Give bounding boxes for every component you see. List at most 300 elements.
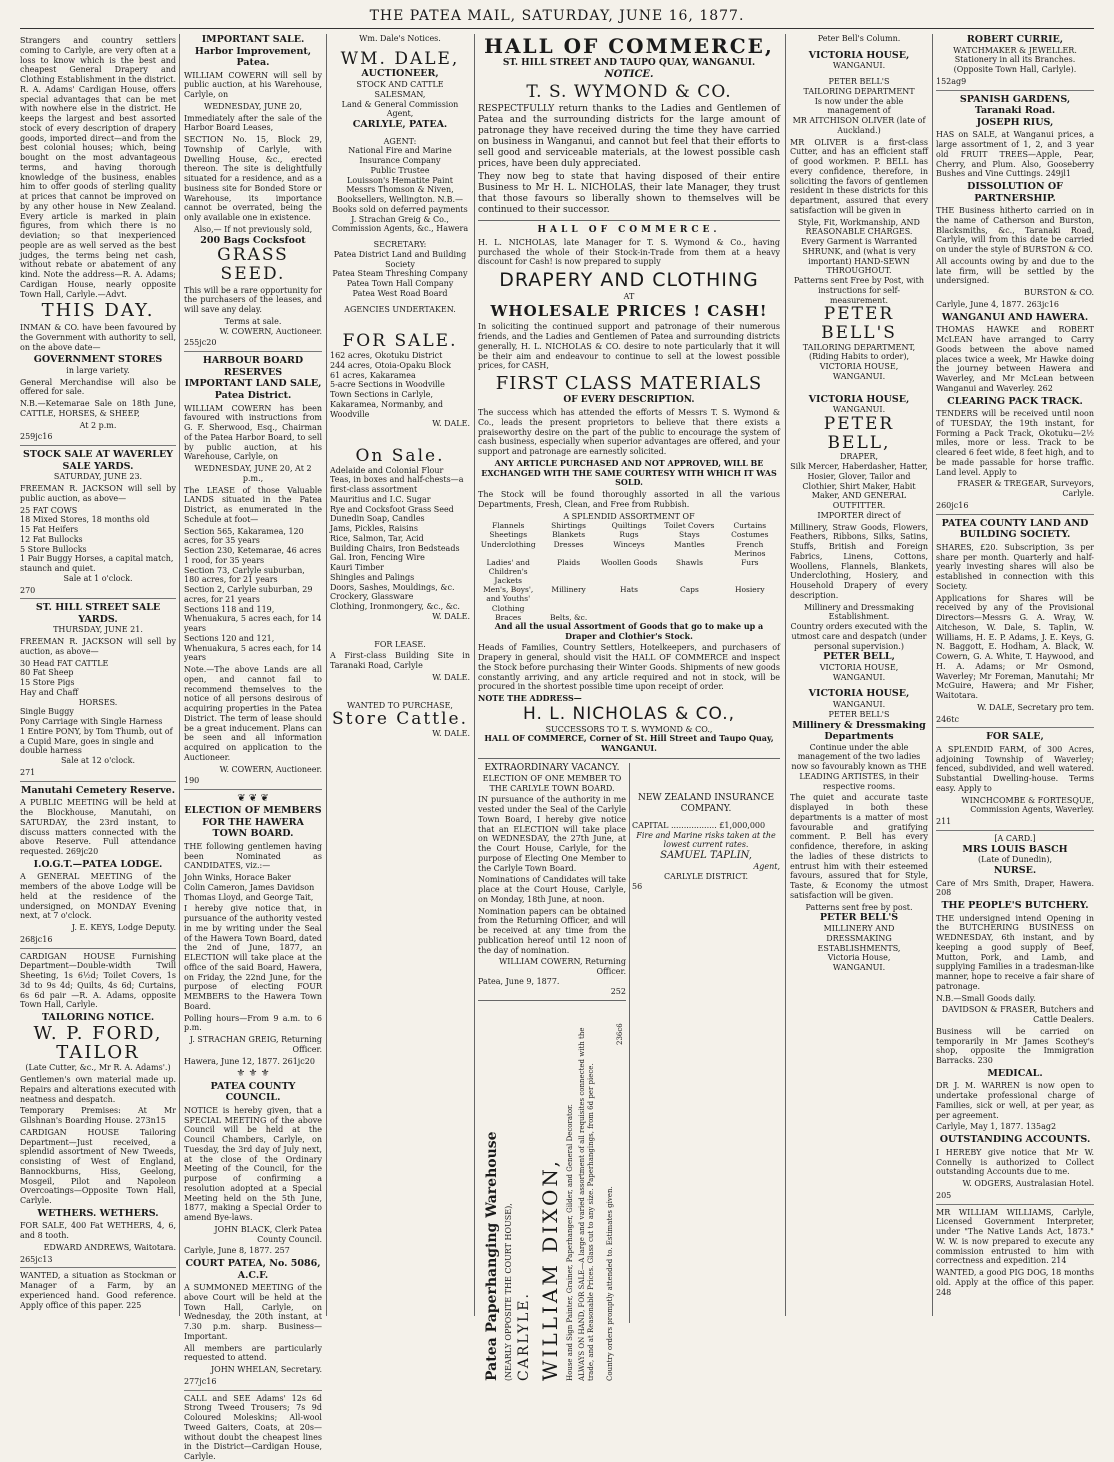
successors: SUCCESSORS TO T. S. WYMOND & CO., (545, 724, 713, 734)
list-line: 1 Entire PONY, by Tom Thumb, out of a Cupid Mare, goes in single and double harness (20, 726, 173, 756)
heading: CARLYLE, PATEA. (352, 119, 448, 131)
list-line: 12 Fat Bullocks (20, 534, 83, 544)
signature-line: W. DALE. (432, 419, 470, 429)
centered-line: in large variety. (66, 365, 130, 375)
goods-item: Woollen Goods (600, 557, 658, 567)
ad-divider (936, 514, 1094, 515)
ad-divider (20, 948, 176, 949)
heading: IMPORTANT LAND SALE, Patea District. (184, 378, 322, 401)
paragraph: I hereby give notice that, in pursuance of the authority vested in me by writing under the Seal of the Hawera Town Board, dated the 2nd of June, 1877, an ELECTION will take place at the office of the said Board, Hawera, on Friday, the 22nd June, for the purpose of electing FOUR MEMBERS to the Hawera Town Board. (184, 904, 322, 1011)
centered-line: Patterns sent Free by Post, with instructions for self-measurement. (794, 276, 924, 305)
list-line: Town Sections in Carlyle, Kakaramea, Normanby, and Woodville (330, 390, 443, 419)
paragraph: I HEREBY give notice that Mr W. Connelly is authorized to Collect outstanding Accounts due to me. (936, 1147, 1094, 1177)
hall-subtitle: ST. HILL STREET AND TAUPO QUAY, WANGANUI. (502, 58, 756, 69)
centered-line: PETER BELL'S (828, 77, 890, 87)
list-line: Shingles and Palings (330, 572, 415, 582)
centered-line: Country orders executed with the utmost care and despatch (under personal supervision.) (790, 622, 928, 651)
goods-item: Flannels (491, 521, 525, 531)
signature-line: JOHN WHELAN, Secretary. (210, 1365, 322, 1375)
paragraph: FREEMAN R. JACKSON will sell by auction, as above— (20, 637, 176, 656)
heading: JOSEPH RIUS, (976, 116, 1054, 128)
centered-line: VICTORIA HOUSE, (819, 362, 899, 372)
insurance-capital: CAPITAL .................. £1,000,000 (632, 820, 766, 830)
list-line: Section 73, Carlyle suburban, 180 acres, for 21 years (184, 565, 305, 585)
heading: ROBERT CURRIE, (966, 34, 1064, 45)
ornament: ⚜ ⚜ ⚜ (236, 1068, 270, 1080)
paragraph: N.B.—Small Goods daily. (936, 993, 1036, 1003)
lower-section (478, 762, 780, 1382)
paragraph: 277jc16 (184, 1376, 217, 1386)
heading: STOCK SALE AT WAVERLEY SALE YARDS. (23, 449, 173, 472)
heading: Harbor Improvement, Patea. (194, 45, 312, 69)
centered-line: Terms at sale. (224, 316, 282, 326)
paragraph: The quiet and accurate taste displayed in both these departments is a matter of most favourable and gratifying comment. P. Bell has every confidence, therefore, in asking the ladies of these districts to entrust him with their esteemed favours, assured that for Style, Taste, & Economy the utmost satisfaction will be given. (790, 793, 928, 900)
date: Patea, June 9, 1877. (478, 976, 560, 986)
goods-item: Dresses (553, 539, 584, 549)
paragraph: Hawera, June 12, 1877. 261jc20 (184, 1056, 315, 1066)
paragraph: Millinery, Straw Goods, Flowers, Feathers, Ribbons, Silks, Satins, Stuffs, British and Foreign Fabrics, Linens, Cottons, Woollens, Flannels, Blankets, Underclothing, Hosiery, and Household Drapery of every description. (790, 522, 928, 600)
list-line: Gal. Iron, Fencing Wire (330, 553, 425, 563)
paragraph: WILLIAM COWERN has been favoured with instructions from G. F. Sherwood, Esq., Chairman of the Patea Harbor Board, to sell by public auction, at his Warehouse, Carlyle, on (184, 403, 322, 462)
ad-number: 252 (610, 986, 626, 996)
centered-line: WANGANUI. (832, 61, 886, 71)
paragraph: WANTED, a good PIG DOG, 18 months old. Apply at the office of this paper. 248 (936, 1268, 1094, 1297)
masthead-rule (20, 28, 1094, 29)
centered-line: Public Trustee (370, 165, 430, 175)
paragraph: THE Business hitherto carried on in the name of Catherson and Burston, Blacksmiths, &c., Taranaki Road, Carlyle, will from this date be carried on under the style of BURSTON & CO. (936, 206, 1094, 255)
heading: THE PEOPLE'S BUTCHERY. (941, 900, 1089, 912)
paragraph: 270 (20, 585, 36, 595)
column-2 (184, 34, 322, 1462)
dixon-orders: Country orders promptly attended to. Estimates given. (606, 1186, 614, 1382)
paragraph: THE undersigned intend Opening in the BUTCHERING BUSINESS on WEDNESDAY, 6th instant, and by keeping a good supply of Beef, Mutton, Pork, and Lamb, and supplying Families in a tradesman-like manner, hope to receive a fair share of patronage. (936, 913, 1094, 991)
goods-item: Millinery (551, 585, 586, 595)
centered-line: WEDNESDAY, JUNE 20, At 2 p.m., (194, 464, 312, 483)
list-line: 244 acres, Otoia-Opaku Block (330, 360, 452, 370)
list-line: 15 Store Pigs (20, 678, 75, 688)
paragraph: The LEASE of those Valuable LANDS situated in the Patea District, as enumerated in the Schedule at foot— (184, 485, 322, 524)
list-line: Clothing, Ironmongery, &c., &c. (330, 602, 460, 612)
paragraph: 205 (936, 1190, 952, 1200)
list-line: Doors, Sashes, Mouldings, &c. (330, 582, 455, 592)
paragraph: WANTED, a situation as Stockman or Manager of a Farm, by an experienced hand. Good reference. Apply office of this paper. 225 (20, 1271, 176, 1310)
display-heading: WM. DALE, (340, 48, 460, 69)
list-line: Rice, Salmon, Tar, Acid (330, 533, 424, 543)
signature-line: J. E. KEYS, Lodge Deputy. (71, 923, 176, 933)
para: In soliciting the continued support and patronage of their numerous friends, and the Ladies and Gentlemen of Patea and surrounding districts generally, H. L. NICHOLAS & CO. desire to note particularly that it will be their aim and endeavour to continue to sell at the lowest possible prices, for CASH, (478, 322, 780, 371)
centered-line: TAILORING DEPARTMENT, (802, 342, 916, 352)
paragraph: A SPLENDID FARM, of 300 Acres, adjoining Township of Waverley; fenced, subdivided, and well watered. Substantial Dwelling-house. Terms easy. Apply to (936, 744, 1094, 793)
list-line: Kauri Timber (330, 563, 384, 573)
list-line: Rye and Cocksfoot Grass Seed (330, 504, 454, 514)
assortment-heading: A SPLENDID ASSORTMENT OF (563, 511, 695, 521)
heading: Manutahi Cemetery Reserve. (20, 784, 176, 796)
heading: COURT PATEA, No. 5086, A.C.F. (185, 1258, 321, 1281)
signature-line: DAVIDSON & FRASER, Butchers and Cattle Dealers. (941, 1005, 1094, 1025)
paragraph: THOMAS HAWKE and ROBERT McLEAN have arranged to Carry Goods between the above named places twice a week, Mr Hawke doing the journey between Hawera and Waverley, and Mr McLean between Wanganui and Waverley. 262 (936, 325, 1094, 393)
centered-line: Victoria House, (827, 953, 891, 963)
list-line: Sections 120 and 121, Whenuakura, 5 acres each, for 14 years (184, 633, 322, 663)
centered-line: HORSES. (78, 697, 118, 707)
signature-line: W. COWERN, Auctioneer. (219, 326, 322, 336)
goods-item: Plaids (557, 557, 581, 567)
heading: ELECTION OF MEMBERS FOR THE HAWERA TOWN BOARD. (184, 805, 322, 840)
column-divider (932, 34, 933, 1316)
column-3 (330, 34, 470, 1316)
centered-line: Every Garment is Warranted SHRUNK, and (what is very important) HAND-SEWN THROUGHOUT. (800, 237, 918, 276)
paragraph: All accounts owing by and due to the late firm, will be settled by the undersigned. (936, 256, 1094, 286)
nicholas-name: H. L. NICHOLAS & CO., (522, 703, 736, 724)
paragraph: Immediately after the sale of the Harbor Board Leases, (184, 113, 322, 133)
heading: TAILORING NOTICE. (41, 1012, 155, 1024)
centered-line: Patea District Land and Building Society (333, 249, 467, 269)
para: Nominations of Candidates will take place at the Court House, Carlyle, on Monday, 18th June, at noon. (478, 875, 626, 904)
list-line: 1 Pair Buggy Horses, a capital match, staunch and quiet. (20, 554, 174, 574)
centered-line: Patea Steam Threshing Company (332, 269, 468, 279)
column-divider (326, 34, 327, 1316)
para: RESPECTFULLY return thanks to the Ladies and Gentlemen of Patea and the surrounding districts for the large amount of patronage they have received during the time they have carried on business in Wanganui, and cannot but feel that their efforts to sell good and serviceable materials, at the lowest possible cash prices, have been duly appreciated. (478, 104, 780, 170)
paragraph: Care of Mrs Smith, Draper, Hawera. 208 (936, 878, 1094, 898)
heading: NURSE. (993, 864, 1037, 876)
ad-divider (20, 781, 176, 782)
dixon-ad (478, 1005, 626, 1385)
column-6 (936, 34, 1094, 1316)
list-line: Colin Cameron, James Davidson (184, 882, 315, 892)
goods-item: Shirtings (551, 521, 587, 531)
ad-divider (936, 830, 1094, 831)
list-line: Section 230, Ketemarae, 46 acres 1 rood, for 35 years (184, 546, 322, 565)
ad-divider (20, 598, 176, 599)
goods-item: Costumes (731, 530, 769, 540)
centered-line: WANTED TO PURCHASE, (347, 700, 453, 710)
insurance-district: CARLYLE DISTRICT. (663, 871, 749, 881)
list-line: Thomas Lloyd, and George Tait, (184, 892, 314, 902)
masthead: THE PATEA MAIL, SATURDAY, JUNE 16, 1877. (369, 8, 745, 24)
goods-item: Curtains (733, 521, 767, 531)
list-line: Crockery, Glassware (330, 592, 414, 602)
paragraph: 268jc16 (20, 934, 53, 944)
dixon-stock: ALWAYS ON HAND, FOR SALE—A large and varied assortment of all requisites connected with the trade, and at Reasonable Prices. Glass cut to any size. Paperhangings, from 6d per piece. (578, 1027, 595, 1382)
list-line: 61 acres, Kakaramea (330, 370, 416, 380)
paragraph: Carlyle, June 8, 1877. 257 (184, 1246, 290, 1256)
note-address: NOTE THE ADDRESS— (478, 693, 582, 704)
heading: HARBOUR BOARD RESERVES (202, 355, 304, 378)
display-heading: W. P. FORD, TAILOR (33, 1022, 163, 1064)
insurance-agent-label: Agent, (753, 862, 780, 872)
centered-line: IMPORTER direct of (817, 510, 901, 520)
goods-item: Shawls (675, 557, 703, 567)
list-line: Hay and Chaff (20, 687, 79, 697)
signature-line: W. DALE. (432, 729, 470, 739)
paragraph: FREEMAN R. JACKSON will sell by public auction, as above— (20, 484, 176, 503)
paragraph: WILLIAM COWERN will sell by public auction, at his Warehouse, Carlyle, on (184, 70, 322, 100)
heading: OUTSTANDING ACCOUNTS. (939, 1134, 1091, 1146)
list-line: John Winks, Horace Baker (184, 873, 291, 883)
centered-line: (Late Cutter, &c., Mr R. A. Adams'.) (25, 1063, 171, 1073)
dixon-trade: House and Sign Painter, Grainer, Paperhanger, Gilder, and General Decorator. (566, 1104, 574, 1382)
centered-line: FOR LEASE. (374, 639, 426, 649)
heading: AUCTIONEER, (361, 68, 439, 80)
at-label: AT (623, 292, 635, 302)
centered-line: Patterns sent free by post. (805, 902, 913, 912)
list-line: 18 Mixed Stores, 18 months old (20, 515, 150, 525)
signature-line: J. STRACHAN GREIG, Returning Officer. (189, 1035, 322, 1054)
centered-line: TAILORING DEPARTMENT (803, 86, 915, 96)
insurance-risks: Fire and Marine risks taken at the lowest current rates. (636, 830, 776, 850)
paragraph: Temporary Premises: At Mr Gilshnan's Boarding House. 273n15 (20, 1106, 176, 1126)
centered-line: Millinery and Dressmaking Establishment. (803, 602, 914, 622)
display-heading: PETER BELL, (823, 414, 895, 453)
centered-line: Louisson's Hematite Paint (347, 175, 453, 185)
centered-line: WANGANUI. (832, 672, 886, 682)
column-divider (179, 34, 180, 1316)
centered-line: Patea Town Hall Company (346, 279, 454, 289)
centered-line: AGENT: (383, 136, 417, 146)
heading: MRS LOUIS BASCH (962, 843, 1068, 855)
paragraph: 255jc20 (184, 338, 217, 348)
heading: DISSOLUTION OF PARTNERSHIP. (967, 181, 1063, 204)
list-line: Building Chairs, Iron Bedsteads (330, 543, 460, 553)
heading: GOVERNMENT STORES (33, 354, 163, 366)
signature-line: W. COWERN, Auctioneer. (219, 764, 322, 774)
firm-name: T. S. WYMOND & CO. (526, 81, 732, 102)
paragraph: 259jc16 (20, 432, 53, 442)
paragraph: A PUBLIC MEETING will be held at the Blockhouse, Manutahi, on SATURDAY, the 23rd instant, to discuss matters connected with the above Reserve. Full attendance requested. 269jc20 (20, 798, 176, 857)
list-line: Jams, Pickles, Raisins (330, 524, 418, 534)
centered-line: Peter Bell's Column. (817, 34, 901, 43)
centered-line: STOCK AND CATTLE SALESMAN, (356, 80, 444, 99)
centered-line: WANGANUI. (832, 405, 886, 415)
paragraph: SHARES, £20. Subscription, 3s per share per month. Quarterly and half-yearly investing shares will also be established in connection with this Society. (936, 542, 1094, 591)
wholesale-heading: WHOLESALE PRICES ! CASH! (490, 302, 768, 321)
paragraph: INMAN & CO. have been favoured by the Government with authority to sell, on the above date— (20, 323, 176, 352)
ad-divider (20, 445, 176, 446)
para: Nomination papers can be obtained from the Returning Officer, and will be received at any time from the publication hereof until 12 noon of the day of nomination. (478, 906, 626, 955)
goods-item: Quiltings (611, 521, 647, 531)
paragraph: Polling hours—From 9 a.m. to 6 p.m. (184, 1013, 322, 1033)
para: IN pursuance of the authority in me vested under the Seal of the Carlyle Town Board, I hereby give notice that an ELECTION will take place on WEDNESDAY, the 27th June, at the Court House, Carlyle, for the purpose of Electing One Member to the Carlyle Town Board. (478, 795, 626, 873)
para: They now beg to state that having disposed of their entire Business to Mr H. L. NICHOLAS, their late Manager, they trust that those favours so liberally shown to themselves will be continued to their successor. (478, 172, 780, 215)
display-heading: Store Cattle. (331, 709, 468, 730)
centered-line: DRAPER, (839, 452, 878, 462)
dixon-location: (NEARLY OPPOSITE THE COURT HOUSE), (504, 1203, 513, 1382)
centered-line: [A CARD.] (994, 833, 1036, 843)
insurance-ad (632, 793, 780, 892)
centered-line: (Riding Habits to order), (808, 352, 910, 362)
vacancy-title: EXTRAORDINARY VACANCY. (484, 762, 620, 773)
para: The Stock will be found thoroughly assorted in all the various Departments, Fresh, Clean, and Free from Rubbish. (478, 490, 780, 509)
heading: PETER BELL, (823, 651, 895, 663)
heading: WETHERS. WETHERS. (37, 1207, 159, 1219)
list-line: 15 Fat Heifers (20, 525, 79, 535)
ad-divider (184, 789, 322, 790)
centered-line: MR AITCHISON OLIVER (late of Auckland.) (792, 116, 926, 135)
paragraph: Applications for Shares will be received by any of the Provisional Directors—Messrs G. A. Wray, W. Aitcheson, W. Dale, S. Taplin, W. Williams, H. E. P. Adams, J. E. Keys, G. N. Baggott, E. Hodham, A. Black, W. Cowern, G. A. White, T. Haywood, and H. A. Adams; or Mr Osmond, Waverley; Mr Foreman, Manutahi; Mr McGuire, Hawera; and Mr Fisher, Waitotara. (936, 593, 1094, 701)
hall-title: HALL OF COMMERCE, (484, 34, 774, 58)
heading: CLEARING PACK TRACK. (947, 395, 1083, 407)
goods-item: Blankets (552, 530, 586, 540)
paragraph: 211 (936, 817, 952, 827)
para: H. L. NICHOLAS, late Manager for T. S. Wymond & Co., having purchased the whole of their Stock-in-Trade from them at a heavy discount for Cash! is now prepared to supply (478, 237, 780, 267)
centered-line: WANGANUI. (832, 371, 886, 381)
para: The success which has attended the efforts of Messrs T. S. Wymond & Co., leads the present proprietors to believe that there exists a praiseworthy desire on the part of the public to encourage the system of cash business, especially when superior advantages are offered, and your support and patronage are earnestly solicited. (478, 408, 780, 457)
list-line: 162 acres, Okotuku District (330, 351, 443, 361)
paragraph: This will be a rare opportunity for the purchasers of the leases, and will save any delay. (184, 285, 322, 315)
centered-line: WATCHMAKER & JEWELLER. (953, 45, 1077, 55)
centered-line: Also,— If not previously sold, (193, 224, 313, 234)
paragraph: CARDIGAN HOUSE Furnishing Department—Double-width Twill Sheeting, 1s 6½d; Toilet Covers, 1s 3d to 9s 4d; Quilts, 4s 6d; Curtains, 6s 6d pair —R. A. Adams, opposite Town Hall, Carlyle. (20, 951, 176, 1010)
centered-line: WANGANUI. (832, 963, 886, 973)
ad-divider (936, 1204, 1094, 1205)
paragraph: Carlyle, May 1, 1877. 135ag2 (936, 1122, 1057, 1132)
centered-line: Continue under the able management of the two ladies now so favourably known as THE LEADING ARTISTES, in their respective rooms. (791, 742, 927, 791)
paragraph: 260jc16 (936, 500, 969, 510)
signature-line: FRASER & TREGEAR, Surveyors, Carlyle. (957, 479, 1094, 499)
centered-line: THURSDAY, JUNE 21. (53, 625, 143, 635)
paragraph: Business will be carried on temporarily in Mr James Scothey's shop, opposite the Immigration Barracks. 230 (936, 1026, 1094, 1066)
list-line: Mauritius and I.C. Sugar (330, 494, 431, 504)
column-4 (478, 34, 780, 1382)
heading: I.O.G.T.—PATEA LODGE. (33, 858, 163, 870)
paragraph: SECTION No. 15, Block 29, Township of Carlyle, with Dwelling House, &c., erected thereon. The site is delightfully situated for a residence, and as a business site for Bonded Store or Warehouse, its importance cannot be overrated, being the only available one in existence. (184, 135, 322, 223)
centered-line: WANGANUI. (832, 700, 886, 710)
paragraph: THE following gentlemen having been Nominated as CANDIDATES, viz.:— (184, 841, 322, 871)
dixon-name: WILLIAM DIXON, (538, 1158, 562, 1382)
signature: WILLIAM COWERN, Returning Officer. (499, 957, 626, 977)
heading: VICTORIA HOUSE, (808, 49, 910, 61)
goods-item: Underclothing (480, 539, 536, 549)
paragraph: A SUMMONED MEETING of the above Court will be held at the Town Hall, Carlyle, on Wednesday, the 20th instant, at 7.30 p.m. sharp. Business—Important. (184, 1283, 322, 1341)
paragraph: Carlyle, June 4, 1877. 263jc16 (936, 299, 1059, 309)
heading: VICTORIA HOUSE, (808, 688, 910, 700)
centered-line: PETER BELL'S (828, 709, 890, 719)
centered-line: At 2 p.m. (79, 420, 117, 430)
display-heading: On Sale. (355, 446, 445, 467)
paragraph: Gentlemen's own material made up. Repairs and alterations executed with neatness and despatch. (20, 1075, 176, 1104)
signature-line: BURSTON & CO. (1024, 288, 1094, 298)
vacancy-heading: ELECTION OF ONE MEMBER TO THE CARLYLE TOWN BOARD. (482, 773, 622, 793)
paragraph: HAS on SALE, at Wanganui prices, a large assortment of 1, 2, and 3 year old FRUIT TREES—Apple, Pear, Cherry, and Plum. Also, Gooseberry Bushes and Vine Cuttings. 249jl1 (936, 130, 1094, 179)
centered-line: J. Strachan Greig & Co., Commission Agents, &c., Hawera (331, 214, 469, 234)
ad-divider (936, 727, 1094, 728)
list-line: Single Buggy (20, 707, 74, 717)
address: HALL OF COMMERCE, Corner of St. Hill Street and Taupo Quay, WANGANUI. (484, 733, 774, 754)
paragraph: 265jc13 (20, 1254, 53, 1264)
display-heading: PETER BELL'S (821, 304, 897, 344)
list-line: 5-acre Sections in Woodville (330, 380, 445, 390)
exchange-notice: ANY ARTICLE PURCHASED AND NOT APPROVED, WILL BE EXCHANGED WITH THE SAME COURTESY WITH WHICH IT WAS SOLD. (481, 457, 777, 488)
list-line: 25 FAT COWS (20, 505, 78, 515)
goods-item: Ladies' and Children's Jackets (486, 557, 530, 586)
paragraph: A GENERAL MEETING of the members of the above Lodge will be held at the residence of the undersigned, on MONDAY Evening next, at 7 o'clock. (20, 872, 176, 921)
list-line: Sections 118 and 119, Whenuakura, 5 acres each, for 14 years (184, 604, 322, 633)
goods-item: Caps (679, 585, 699, 595)
heading: MEDICAL. (987, 1067, 1043, 1079)
paragraph: DR J. M. WARREN is now open to undertake professional charge of Families, sick or well, at per year, as per agreement. (936, 1081, 1094, 1120)
notice-label: NOTICE. (604, 69, 654, 81)
ad-divider (184, 1390, 322, 1391)
paragraph: FOR SALE, 400 Fat WETHERS, 4, 6, and 8 tooth. (20, 1221, 176, 1241)
heading: VICTORIA HOUSE, (808, 393, 910, 405)
list-line: 80 Fat Sheep (20, 668, 74, 678)
centered-line: Wm. Dale's Notices. (359, 34, 441, 43)
list-line: 5 Store Bullocks (20, 544, 87, 554)
goods-item: Furs (741, 557, 759, 567)
ad-divider (936, 90, 1094, 91)
drapery-heading: DRAPERY AND CLOTHING (499, 269, 759, 292)
first-class-heading: FIRST CLASS MATERIALS (495, 373, 763, 395)
centered-line: VICTORIA HOUSE, (819, 662, 899, 672)
ornament: ❦ ❦ ❦ (237, 793, 269, 804)
paragraph: A First-class Building Site in Taranaki Road, Carlyle (330, 651, 470, 671)
paragraph: 190 (184, 776, 200, 786)
display-heading: GRASS SEED. (217, 245, 289, 284)
centered-line: Land & General Commission Agent, (341, 99, 459, 119)
vacancy-notice (478, 762, 630, 1382)
heading: IMPORTANT SALE. (201, 34, 305, 45)
centered-line: National Fire and Marine Insurance Company (348, 146, 452, 166)
paragraph: NOTICE is hereby given, that a SPECIAL MEETING of the above Council will be held at the Council Chambers, Carlyle, on Tuesday, the 3rd day of July next, at the close of the Ordinary Meeting of the Council, for the purpose of confirming a resolution adopted at a Special Meeting held on the 5th June, 1877, making a Special Order to amend Bye-laws. (184, 1105, 322, 1223)
paragraph: General Merchandise will also be offered for sale. (20, 377, 176, 397)
centered-line: Sale at 1 o'clock. (63, 573, 133, 583)
list-line: 30 Head FAT CATTLE (20, 658, 109, 668)
goods-item: Toilet Covers (664, 521, 715, 531)
list-line: Section 565, Kakaramea, 120 acres, for 35 years (184, 526, 304, 546)
signature-line: WINCHCOMBE & FORTESQUE, Commission Agents, Waverley. (961, 795, 1094, 815)
goods-item: Winceys (613, 539, 645, 549)
and-all: And all the usual Assortment of Goods that go to make up a Draper and Clothier's Stock. (494, 620, 764, 641)
every-description: OF EVERY DESCRIPTION. (563, 395, 695, 406)
para: Heads of Families, Country Settlers, Hotelkeepers, and purchasers of Drapery in general, should visit the HALL OF COMMERCE and inspect the Stock before purchasing their Winter Goods. Shipments of new goods constantly arriving, and any article required and not in stock, will be procured in the shortest possible time upon receipt of order. (478, 643, 780, 692)
signature-line: W. DALE. (432, 672, 470, 682)
signature-line: W. DALE, Secretary pro tem. (977, 702, 1094, 712)
heading: WANGANUI AND HAWERA. (941, 311, 1089, 323)
heading: ST. HILL STREET SALE YARDS. (35, 602, 161, 625)
centered-line: Stationery in all its Branches. (Opposite Town Hall, Carlyle). (953, 55, 1077, 75)
list-line: Dunedin Soap, Candles (330, 514, 425, 524)
centered-line: (Late of Dunedin), (978, 855, 1052, 865)
column-divider (785, 34, 786, 1316)
centered-line: SATURDAY, JUNE 23. (53, 472, 143, 482)
list-line: Pony Carriage with Single Harness (20, 717, 163, 727)
paragraph: Strangers and country settlers coming to Carlyle, are very often at a loss to know which is the best and cheapest General Drapery and Clothing Establishment in the district. R. A. Adams' Cardigan House, offers special advantages that can be met with nowhere else in the district. He keeps the largest and best assorted stock of every description of drapery goods, imported direct—and from the best colonial houses; which, being bought on the most advantageous terms, and having thorough knowledge of the business, enables him to offer goods of sterling quality at prices that cannot be improved on by any other house in New Zealand. Every article is marked in plain figures, from which there is no deviation; so that inexperienced people are as well served as the best judges, the terms being net cash, without rebate or abatement of any kind. Note the address—R. A. Adams; Cardigan House, nearly opposite Town Hall, Carlyle.—Advt. (20, 36, 176, 299)
ad-divider (20, 1267, 176, 1268)
signature-line: JOHN BLACK, Clerk Patea County Council. (214, 1224, 322, 1244)
column-1 (20, 34, 176, 1316)
signature-line: W. ODGERS, Australasian Hotel. (962, 1179, 1094, 1188)
centered-line: Is now under the able management of (814, 96, 904, 116)
dixon-warehouse: Patea Paperhanging Warehouse (484, 1131, 500, 1382)
centered-line: Patea West Road Board (352, 288, 448, 298)
goods-item: Belts, &c. (549, 612, 588, 622)
paragraph: MR OLIVER is a first-class Cutter, and has an efficient staff of good workmen. P. BELL has every confidence, therefore, in soliciting the favors of gentlemen resident in these districts for this department, assured that every satisfaction will be given in (790, 137, 928, 215)
centered-line: WEDNESDAY, JUNE 20, (203, 101, 303, 111)
heading: FOR SALE, (986, 731, 1044, 743)
goods-item: Rugs (619, 530, 639, 540)
display-heading: THIS DAY. (41, 300, 155, 322)
paragraph: MR WILLIAM WILLIAMS, Carlyle, Licensed Government Interpreter, under "The Native Lands Act, 1873." W. W. is now prepared to execute any commission entrusted to him with correctness and expedition. 214 (936, 1207, 1094, 1266)
centered-line: Style, Fit, Workmanship, AND REASONABLE CHARGES. (798, 217, 920, 237)
goods-item: Hats (620, 585, 638, 595)
heading: PATEA COUNTY LAND AND BUILDING SOCIETY. (941, 517, 1089, 541)
signature-line: EDWARD ANDREWS, Waitotara. (43, 1242, 176, 1252)
hall-heading: HALL OF COMMERCE. (537, 224, 721, 235)
paragraph: CALL and SEE Adams' 12s 6d Strong Tweed Trousers; 7s 9d Coloured Moleskins; All-wool Tweed Gaiters, Coats, at 20s—without doubt the cheapest lines in the District—Cardigan House, Carlyle. (184, 1393, 322, 1462)
goods-list (478, 521, 780, 622)
heading: SPANISH GARDENS, Taranaki Road. (959, 93, 1071, 117)
paragraph: 246tc (936, 714, 959, 724)
ad-divider (184, 351, 322, 352)
